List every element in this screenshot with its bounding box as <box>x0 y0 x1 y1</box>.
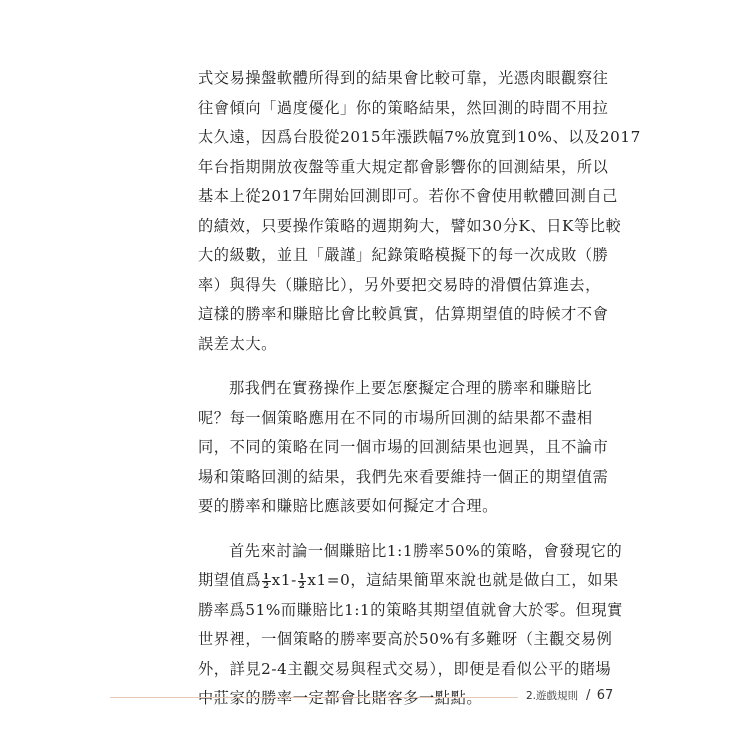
text-line: 誤差太大。 <box>198 334 277 353</box>
formula-middle: x1- <box>271 571 297 589</box>
text-line: 基本上從2017年開始回測即可。若你不會使用軟體回測自己 <box>198 187 618 205</box>
text-line: 的績效，只要操作策略的週期夠大，譬如30分K、日K等比較 <box>198 216 622 235</box>
text-line: 往會傾向「過度優化」你的策略結果，然回測的時間不用拉 <box>198 98 609 117</box>
text-line: 這樣的勝率和賺賠比會比較眞實，估算期望值的時候才不會 <box>198 305 609 323</box>
text-line: 中莊家的勝率一定都會比賭客多一點點。 <box>198 689 483 707</box>
footer-separator: / <box>586 688 591 703</box>
formula-line <box>198 566 619 596</box>
formula-prefix: 期望值爲 <box>198 571 262 589</box>
text-line: 場和策略回測的結果，我們先來看要維持一個正的期望值需 <box>198 467 609 486</box>
text-line: 呢？每一個策略應用在不同的市場所回測的結果都不盡相 <box>198 408 593 427</box>
page-number: 67 <box>596 688 614 703</box>
text-line: 率）與得失（賺賠比），另外要把交易時的滑價估算進去， <box>198 275 601 294</box>
chapter-label: 2.遊戲規則 <box>526 690 579 702</box>
text-line: 太久遠，因爲台股從2015年漲跌幅7%放寬到10%、以及2017 <box>198 128 641 146</box>
fraction-denominator: 2 <box>298 580 306 591</box>
fraction-one-half <box>262 573 271 590</box>
text-line: 勝率爲51%而賺賠比1:1的策略其期望值就會大於零。但現實 <box>198 600 623 619</box>
text-line: 大的級數，並且「嚴謹」紀錄策略模擬下的每一次成敗（勝 <box>198 246 609 264</box>
page-footer <box>526 688 613 703</box>
paragraph-2 <box>198 374 609 522</box>
text-line: 那我們在實務操作上要怎麼擬定合理的勝率和賺賠比 <box>229 379 593 397</box>
text-line: 同，不同的策略在同一個市場的回測結果也迥異，且不論市 <box>198 438 609 456</box>
text-line: 首先來討論一個賺賠比1:1勝率50%的策略，會發現它的 <box>229 541 623 560</box>
paragraph-1 <box>198 64 641 359</box>
text-line: 世界裡，一個策略的勝率要高於50%有多難呀（主觀交易例 <box>198 630 613 648</box>
text-line: 式交易操盤軟體所得到的結果會比較可靠，光憑肉眼觀察往 <box>198 69 609 87</box>
footer-divider <box>110 697 518 698</box>
fraction-numerator: 1 <box>263 571 270 582</box>
fraction-denominator: 2 <box>263 580 270 591</box>
formula-suffix: x1=0，這結果簡單來說也就是做白工，如果 <box>307 571 619 589</box>
text-line: 要的勝率和賺賠比應該要如何擬定才合理。 <box>198 497 498 515</box>
text-line: 年台指期開放夜盤等重大規定都會影響你的回測結果，所以 <box>198 157 609 176</box>
fraction-one-half <box>298 573 307 590</box>
text-line: 外，詳見2-4主觀交易與程式交易），即便是看似公平的賭場 <box>198 659 612 678</box>
fraction-numerator: 1 <box>298 571 306 582</box>
